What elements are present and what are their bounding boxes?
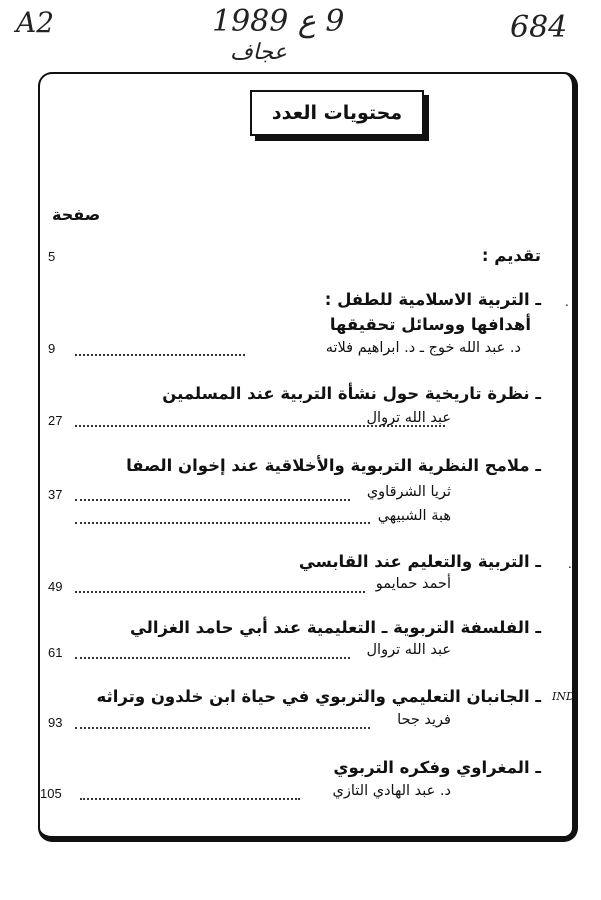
entry-author: عبد الله تروال	[366, 642, 451, 658]
title-box	[250, 90, 424, 136]
handwritten-date: 9 ع 1989	[212, 4, 345, 39]
page-number: 37	[48, 487, 63, 502]
handwritten-code: A2	[16, 6, 55, 39]
entry-author: ثريا الشرقاوي	[366, 484, 451, 500]
dot-leader	[75, 727, 370, 729]
page-title: محتويات العدد	[271, 102, 403, 124]
entry-title: ـ ملامح النظرية التربوية والأخلاقية عند إخوان الصفا	[126, 456, 541, 475]
entry-author: عبد الله تروال	[366, 410, 451, 426]
page-number: 49	[48, 579, 63, 594]
entry-author: د. عبد الله خوج ـ د. ابراهيم فلاته	[325, 340, 521, 356]
margin-mark: IND	[552, 690, 575, 703]
margin-dot: .	[565, 295, 569, 309]
page-column-label: صفحة	[52, 205, 101, 224]
entry-title: ـ نظرة تاريخية حول نشأة التربية عند المسلمين	[162, 384, 541, 403]
handwritten-number: 684	[510, 10, 568, 45]
entry-author: فريد جحا	[397, 712, 451, 728]
page-number: 105	[40, 786, 62, 801]
entry-author: د. عبد الهادي التازي	[332, 783, 451, 799]
entry-author: هبة الشبيهي	[377, 508, 451, 524]
page-number: 61	[48, 645, 63, 660]
page-number: 93	[48, 715, 63, 730]
entry-title: ـ الجانبان التعليمي والتربوي في حياة ابن خلدون وتراثه	[96, 687, 541, 706]
entry-title: ـ التربية الاسلامية للطفل :	[324, 290, 541, 309]
dot-leader	[75, 591, 365, 593]
entry-title: ـ المغراوي وفكره التربوي	[333, 758, 541, 777]
entry-subtitle: أهدافها ووسائل تحقيقها	[329, 315, 531, 334]
dot-leader	[75, 657, 350, 659]
entry-title: ـ التربية والتعليم عند القابسي	[298, 552, 541, 571]
dot-leader	[75, 499, 350, 501]
margin-dot: .	[568, 557, 572, 571]
dot-leader	[75, 522, 370, 524]
page-number: 27	[48, 413, 63, 428]
dot-leader	[80, 798, 300, 800]
page-number: 9	[48, 341, 56, 356]
entry-title: ـ الفلسفة التربوية ـ التعليمية عند أبي حامد الغزالي	[129, 618, 541, 637]
dot-leader	[75, 354, 245, 356]
dot-leader	[75, 425, 445, 427]
handwritten-note: عجاف	[230, 40, 287, 65]
page-number: 5	[48, 249, 56, 264]
entry-title: تقديم :	[481, 246, 541, 265]
entry-author: أحمد حمايمو	[375, 576, 451, 592]
